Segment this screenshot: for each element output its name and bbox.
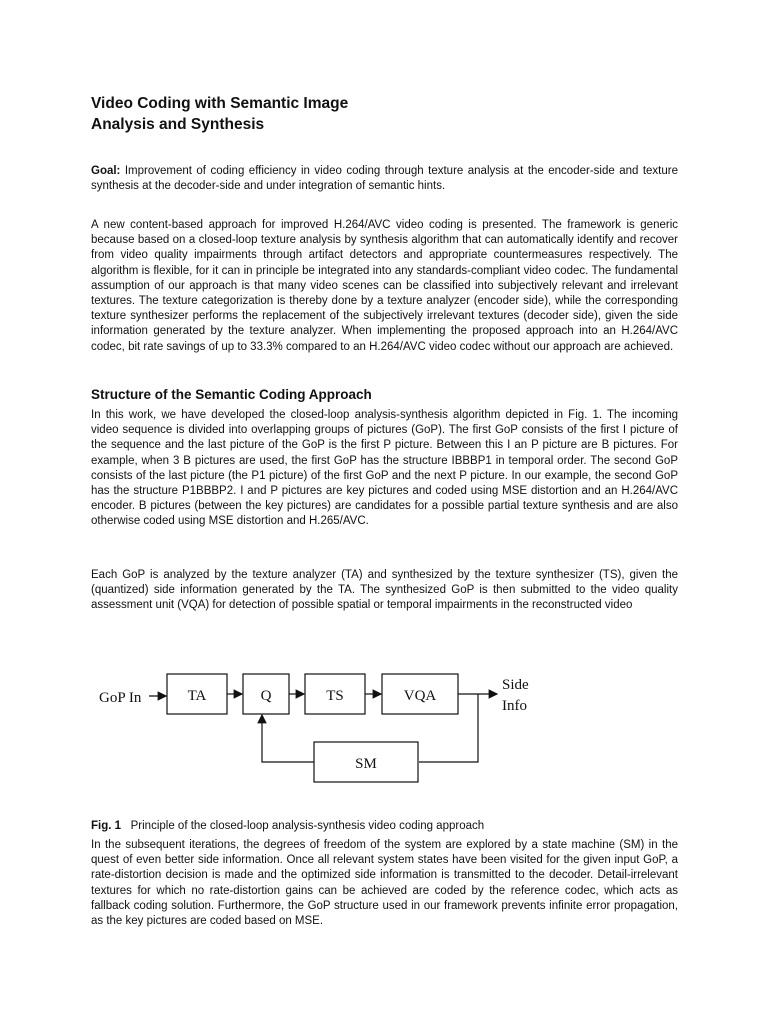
caption-label: Fig. 1 [91, 820, 122, 832]
goal-text: Improvement of coding efficiency in video coding through texture analysis at the encoder-side and texture synthesis at the decoder-side and under integration of semantic hints. [91, 165, 678, 193]
feedback-sm-to-q [262, 715, 314, 762]
block-sm [314, 742, 418, 782]
block-sm-label: SM [355, 756, 377, 772]
block-ta [167, 674, 227, 714]
block-diagram [91, 662, 551, 792]
structure-paragraph-1: In this work, we have developed the closed-loop analysis-synthesis algorithm depicted in Fig. 1. The incoming video sequence is divided into overlapping groups of pictures (GoP). The first GoP consists of the first I picture of the sequence and the last picture of the GoP is the first P picture. Between this I an P picture are B pictures. For example, when 3 B pictures are used, the first GoP has the structure IBBBP1 in temporal order. The second GoP consists of the last picture (the P1 picture) of the first GoP and the next P picture. In our example, the second GoP has the structure P1BBBP2. I and P pictures are key pictures and coded using MSE distortion and an H.264/AVC encoder. B pictures (between the key pictures) are candidates for a possible partial texture synthesis and are also otherwise coded using MSE distortion and H.265/AVC. [91, 409, 678, 528]
title-line-1: Video Coding with Semantic Image [91, 95, 349, 112]
document-title [91, 93, 348, 135]
intro-paragraph: A new content-based approach for improved H.264/AVC video coding is presented. The framework is generic because based on a closed-loop texture analysis by synthesis algorithm that can automatically identify and recover from video quality impairments through artifact detectors and appropriate countermeasures respectively. The algorithm is flexible, for it can in principle be integrated into any standards-compliant video codec. The fundamental assumption of our approach is that many video scenes can be classified into subjectively relevant and irrelevant textures. The texture categorization is thereby done by a texture analyzer (encoder side), while the corresponding texture synthesizer performs the replacement of the subjectively irrelevant textures (decoder side), given the side information generated by the texture analyzer. When implementing the proposed approach into an H.264/AVC codec, bit rate savings of up to 33.3% compared to an H.264/AVC video codec without our approach are achieved. [91, 219, 678, 353]
figure-caption [91, 819, 484, 834]
block-ts-label: TS [326, 688, 344, 704]
diagram-input-label: GoP In [99, 690, 142, 706]
block-ta-label: TA [187, 688, 207, 704]
section-heading: Structure of the Semantic Coding Approach [91, 387, 372, 402]
title-line-2: Analysis and Synthesis [91, 116, 265, 133]
block-vqa-label: VQA [403, 688, 437, 704]
block-q [243, 674, 289, 714]
feedback-to-sm [419, 694, 478, 762]
diagram-output-label-2: Info [502, 698, 527, 714]
diagram-output-label-1: Side [502, 677, 529, 693]
block-ts [305, 674, 365, 714]
block-q-label: Q [260, 688, 272, 704]
final-paragraph: In the subsequent iterations, the degrees of freedom of the system are explored by a state machine (SM) in the quest of even better side information. Once all relevant system states have been visited for the given input GoP, a rate-distortion decision is made and the optimized side information is transmitted to the decoder. Detail-irrelevant textures for which no rate-distortion gains can be achieved are coded by the reference codec, which acts as fallback coding solution. Furthermore, the GoP structure used in our framework prevents infinite error propagation, as the key pictures are coded based on MSE. [91, 839, 678, 928]
block-vqa [382, 674, 458, 714]
structure-paragraph-2: Each GoP is analyzed by the texture analyzer (TA) and synthesized by the texture synthesizer (TS), given the (quantized) side information generated by the TA. The synthesized GoP is then submitted to the video quality assessment unit (VQA) for detection of possible spatial or temporal impairments in the reconstructed video [91, 569, 678, 612]
caption-text: Principle of the closed-loop analysis-synthesis video coding approach [130, 820, 485, 832]
goal-label: Goal: [91, 165, 121, 177]
goal-paragraph [91, 164, 678, 194]
